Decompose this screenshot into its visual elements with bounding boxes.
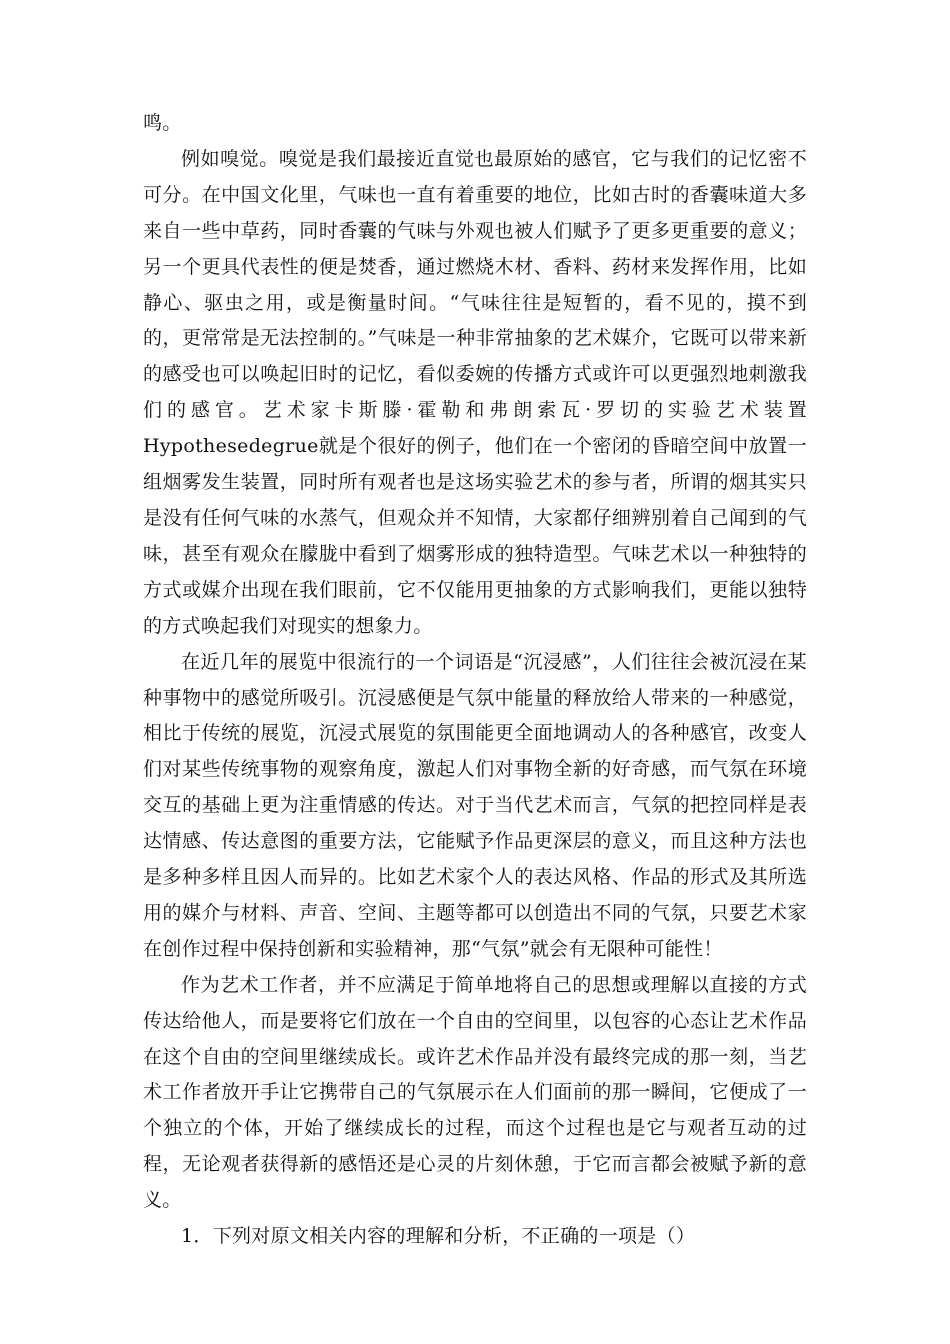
paragraph-continuation: 鸣。 [143, 112, 182, 134]
paragraph-smell: 例如嗅觉。嗅觉是我们最接近直觉也最原始的感官，它与我们的记忆密不可分。在中国文化里，气味也一直有着重要的地位，比如古时的香囊味道大多来自一些中草药，同时香囊的气味与外观也被人们赋予了更多更重要的意义；另一个更具代表性的便是焚香，通过燃烧木材、香料、药材来发挥作用，比如静心、驱虫之用，或是衡量时间。“气味往往是短暂的，看不见的，摸不到的，更常常是无法控制的。”气味是一种非常抽象的艺术媒介，它既可以带来新的感受也可以唤起旧时的记忆，看似委婉的传播方式或许可以更强烈地刺激我们的感官。艺术家卡斯滕·霍勒和弗朗索瓦·罗切的实验艺术装置Hypothesedegrue就是个很好的例子，他们在一个密闭的昏暗空间中放置一组烟雾发生装置，同时所有观者也是这场实验艺术的参与者，所谓的烟其实只是没有任何气味的水蒸气，但观众并不知情，大家都仔细辨别着自己闻到的气味，甚至有观众在朦胧中看到了烟雾形成的独特造型。气味艺术以一种独特的方式或媒介出现在我们眼前，它不仅能用更抽象的方式影响我们，更能以独特的方式唤起我们对现实的想象力。 [143, 147, 807, 637]
question-1: 1．下列对原文相关内容的理解和分析，不正确的一项是（） [181, 1225, 696, 1248]
paragraph-artist: 作为艺术工作者，并不应满足于简单地将自己的思想或理解以直接的方式传达给他人，而是要将它们放在一个自由的空间里，以包容的心态让艺术作品在这个自由的空间里继续成长。或许艺术作品并没有最终完成的那一刻，当艺术工作者放开手让它携带自己的气氛展示在人们面前的那一瞬间，它便成了一个独立的个体，开始了继续成长的过程，而这个过程也是它与观者互动的过程，无论观者获得新的感悟还是心灵的片刻休憩，于它而言都会被赋予新的意义。 [143, 973, 807, 1212]
paragraph-immersion: 在近几年的展览中很流行的一个词语是“沉浸感”，人们往往会被沉浸在某种事物中的感觉所吸引。沉浸感便是气氛中能量的释放给人带来的一种感觉，相比于传统的展览，沉浸式展览的氛围能更全面地调动人的各种感官，改变人们对某些传统事物的观察角度，激起人们对事物全新的好奇感，而气氛在环境交互的基础上更为注重情感的传达。对于当代艺术而言，气氛的把控同样是表达情感、传达意图的重要方法，它能赋予作品更深层的意义，而且这种方法也是多种多样且因人而异的。比如艺术家个人的表达风格、作品的形式及其所选用的媒介与材料、声音、空间、主题等都可以创造出不同的气氛，只要艺术家在创作过程中保持创新和实验精神，那“气氛”就会有无限种可能性！ [143, 650, 807, 960]
document-page [143, 106, 807, 1255]
